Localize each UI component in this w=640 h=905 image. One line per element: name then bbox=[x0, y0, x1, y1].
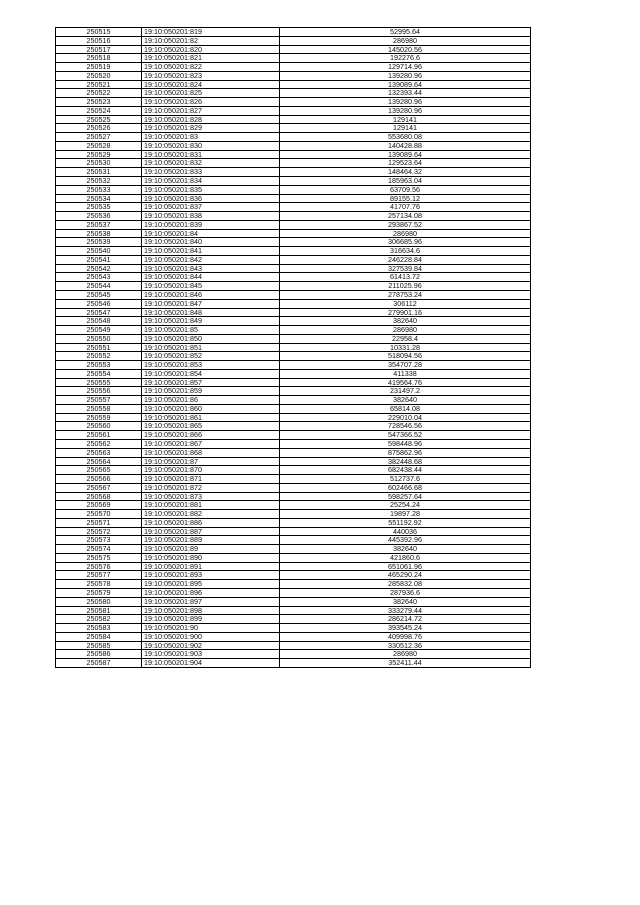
table-row bbox=[56, 422, 531, 431]
value-cell: 129141 bbox=[280, 115, 531, 124]
row-id-cell: 250572 bbox=[56, 527, 142, 536]
cadastral-number-cell: 19:10:050201:866 bbox=[142, 431, 280, 440]
row-id-cell: 250546 bbox=[56, 299, 142, 308]
row-id-cell: 250544 bbox=[56, 282, 142, 291]
cadastral-number-cell: 19:10:050201:882 bbox=[142, 510, 280, 519]
table-row bbox=[56, 545, 531, 554]
table-row bbox=[56, 457, 531, 466]
table-row bbox=[56, 413, 531, 422]
cadastral-number-cell: 19:10:050201:854 bbox=[142, 369, 280, 378]
row-id-cell: 250530 bbox=[56, 159, 142, 168]
value-cell: 382640 bbox=[280, 597, 531, 606]
cadastral-number-cell: 19:10:050201:872 bbox=[142, 483, 280, 492]
value-cell: 286980 bbox=[280, 229, 531, 238]
row-id-cell: 250571 bbox=[56, 518, 142, 527]
table-row bbox=[56, 80, 531, 89]
row-id-cell: 250564 bbox=[56, 457, 142, 466]
table-row bbox=[56, 89, 531, 98]
value-cell: 19897.28 bbox=[280, 510, 531, 519]
cadastral-number-cell: 19:10:050201:871 bbox=[142, 475, 280, 484]
table-row bbox=[56, 466, 531, 475]
value-cell: 553680.08 bbox=[280, 133, 531, 142]
table-row bbox=[56, 273, 531, 282]
row-id-cell: 250549 bbox=[56, 326, 142, 335]
row-id-cell: 250515 bbox=[56, 28, 142, 37]
cadastral-number-cell: 19:10:050201:897 bbox=[142, 597, 280, 606]
table-row bbox=[56, 203, 531, 212]
table-row bbox=[56, 615, 531, 624]
row-id-cell: 250559 bbox=[56, 413, 142, 422]
value-cell: 316634.6 bbox=[280, 247, 531, 256]
cadastral-number-cell: 19:10:050201:873 bbox=[142, 492, 280, 501]
cadastral-number-cell: 19:10:050201:84 bbox=[142, 229, 280, 238]
value-cell: 286980 bbox=[280, 650, 531, 659]
cadastral-number-cell: 19:10:050201:824 bbox=[142, 80, 280, 89]
table-row bbox=[56, 343, 531, 352]
value-cell: 306112 bbox=[280, 299, 531, 308]
row-id-cell: 250586 bbox=[56, 650, 142, 659]
cadastral-number-cell: 19:10:050201:853 bbox=[142, 361, 280, 370]
row-id-cell: 250520 bbox=[56, 71, 142, 80]
cadastral-number-cell: 19:10:050201:843 bbox=[142, 264, 280, 273]
value-cell: 327539.84 bbox=[280, 264, 531, 273]
table-row bbox=[56, 606, 531, 615]
row-id-cell: 250577 bbox=[56, 571, 142, 580]
row-id-cell: 250567 bbox=[56, 483, 142, 492]
value-cell: 393545.24 bbox=[280, 624, 531, 633]
cadastral-number-cell: 19:10:050201:830 bbox=[142, 141, 280, 150]
value-cell: 52995.64 bbox=[280, 28, 531, 37]
table-row bbox=[56, 536, 531, 545]
row-id-cell: 250568 bbox=[56, 492, 142, 501]
value-cell: 285832.08 bbox=[280, 580, 531, 589]
row-id-cell: 250551 bbox=[56, 343, 142, 352]
row-id-cell: 250541 bbox=[56, 255, 142, 264]
table-row bbox=[56, 177, 531, 186]
value-cell: 352411.44 bbox=[280, 659, 531, 668]
row-id-cell: 250523 bbox=[56, 98, 142, 107]
value-cell: 140428.88 bbox=[280, 141, 531, 150]
value-cell: 41707.76 bbox=[280, 203, 531, 212]
cadastral-number-cell: 19:10:050201:841 bbox=[142, 247, 280, 256]
cadastral-number-cell: 19:10:050201:860 bbox=[142, 404, 280, 413]
table-row bbox=[56, 255, 531, 264]
cadastral-number-cell: 19:10:050201:890 bbox=[142, 553, 280, 562]
cadastral-number-cell: 19:10:050201:825 bbox=[142, 89, 280, 98]
cadastral-number-cell: 19:10:050201:868 bbox=[142, 448, 280, 457]
row-id-cell: 250562 bbox=[56, 439, 142, 448]
cadastral-number-cell: 19:10:050201:891 bbox=[142, 562, 280, 571]
row-id-cell: 250565 bbox=[56, 466, 142, 475]
cadastral-number-cell: 19:10:050201:845 bbox=[142, 282, 280, 291]
row-id-cell: 250528 bbox=[56, 141, 142, 150]
cadastral-number-cell: 19:10:050201:848 bbox=[142, 308, 280, 317]
row-id-cell: 250574 bbox=[56, 545, 142, 554]
table-row bbox=[56, 361, 531, 370]
cadastral-number-cell: 19:10:050201:834 bbox=[142, 177, 280, 186]
row-id-cell: 250570 bbox=[56, 510, 142, 519]
value-cell: 139280.96 bbox=[280, 98, 531, 107]
cadastral-number-cell: 19:10:050201:839 bbox=[142, 220, 280, 229]
cadastral-number-cell: 19:10:050201:827 bbox=[142, 106, 280, 115]
table-row bbox=[56, 553, 531, 562]
value-cell: 231497.2 bbox=[280, 387, 531, 396]
value-cell: 382640 bbox=[280, 396, 531, 405]
cadastral-number-cell: 19:10:050201:903 bbox=[142, 650, 280, 659]
table-row bbox=[56, 396, 531, 405]
cadastral-number-cell: 19:10:050201:842 bbox=[142, 255, 280, 264]
table-row bbox=[56, 282, 531, 291]
cadastral-number-cell: 19:10:050201:89 bbox=[142, 545, 280, 554]
row-id-cell: 250550 bbox=[56, 334, 142, 343]
table-row bbox=[56, 597, 531, 606]
table-row bbox=[56, 431, 531, 440]
table-row bbox=[56, 659, 531, 668]
cadastral-number-cell: 19:10:050201:857 bbox=[142, 378, 280, 387]
table-row bbox=[56, 624, 531, 633]
table-row bbox=[56, 589, 531, 598]
row-id-cell: 250554 bbox=[56, 369, 142, 378]
value-cell: 465290.24 bbox=[280, 571, 531, 580]
value-cell: 139280.96 bbox=[280, 71, 531, 80]
row-id-cell: 250526 bbox=[56, 124, 142, 133]
table-row bbox=[56, 133, 531, 142]
row-id-cell: 250558 bbox=[56, 404, 142, 413]
row-id-cell: 250580 bbox=[56, 597, 142, 606]
cadastral-number-cell: 19:10:050201:850 bbox=[142, 334, 280, 343]
table-row bbox=[56, 264, 531, 273]
cadastral-number-cell: 19:10:050201:829 bbox=[142, 124, 280, 133]
value-cell: 382640 bbox=[280, 317, 531, 326]
row-id-cell: 250540 bbox=[56, 247, 142, 256]
cadastral-number-cell: 19:10:050201:899 bbox=[142, 615, 280, 624]
row-id-cell: 250576 bbox=[56, 562, 142, 571]
row-id-cell: 250535 bbox=[56, 203, 142, 212]
value-cell: 139089.64 bbox=[280, 150, 531, 159]
cadastral-number-cell: 19:10:050201:852 bbox=[142, 352, 280, 361]
value-cell: 22958.4 bbox=[280, 334, 531, 343]
table-row bbox=[56, 317, 531, 326]
table-row bbox=[56, 492, 531, 501]
value-cell: 875862.96 bbox=[280, 448, 531, 457]
cadastral-number-cell: 19:10:050201:821 bbox=[142, 54, 280, 63]
row-id-cell: 250537 bbox=[56, 220, 142, 229]
row-id-cell: 250516 bbox=[56, 36, 142, 45]
value-cell: 518094.56 bbox=[280, 352, 531, 361]
value-cell: 651061.96 bbox=[280, 562, 531, 571]
value-cell: 445392.96 bbox=[280, 536, 531, 545]
cadastral-number-cell: 19:10:050201:865 bbox=[142, 422, 280, 431]
table-row bbox=[56, 168, 531, 177]
table-row bbox=[56, 387, 531, 396]
value-cell: 25254.24 bbox=[280, 501, 531, 510]
value-cell: 419564.76 bbox=[280, 378, 531, 387]
row-id-cell: 250579 bbox=[56, 589, 142, 598]
table-row bbox=[56, 299, 531, 308]
table-row bbox=[56, 159, 531, 168]
cadastral-number-cell: 19:10:050201:90 bbox=[142, 624, 280, 633]
table-row bbox=[56, 326, 531, 335]
value-cell: 211025.96 bbox=[280, 282, 531, 291]
value-cell: 286980 bbox=[280, 326, 531, 335]
cadastral-number-cell: 19:10:050201:828 bbox=[142, 115, 280, 124]
value-cell: 286980 bbox=[280, 36, 531, 45]
table-row bbox=[56, 378, 531, 387]
row-id-cell: 250548 bbox=[56, 317, 142, 326]
cadastral-number-cell: 19:10:050201:844 bbox=[142, 273, 280, 282]
table-row bbox=[56, 36, 531, 45]
value-cell: 129714.96 bbox=[280, 63, 531, 72]
table-row bbox=[56, 518, 531, 527]
cadastral-number-cell: 19:10:050201:887 bbox=[142, 527, 280, 536]
cadastral-number-cell: 19:10:050201:837 bbox=[142, 203, 280, 212]
table-row bbox=[56, 475, 531, 484]
value-cell: 129141 bbox=[280, 124, 531, 133]
cadastral-number-cell: 19:10:050201:867 bbox=[142, 439, 280, 448]
value-cell: 354707.28 bbox=[280, 361, 531, 370]
value-cell: 306685.96 bbox=[280, 238, 531, 247]
value-cell: 139089.64 bbox=[280, 80, 531, 89]
table-row bbox=[56, 448, 531, 457]
table-row bbox=[56, 352, 531, 361]
row-id-cell: 250552 bbox=[56, 352, 142, 361]
row-id-cell: 250532 bbox=[56, 177, 142, 186]
row-id-cell: 250519 bbox=[56, 63, 142, 72]
row-id-cell: 250581 bbox=[56, 606, 142, 615]
table-row bbox=[56, 334, 531, 343]
value-cell: 330512.36 bbox=[280, 641, 531, 650]
cadastral-number-cell: 19:10:050201:840 bbox=[142, 238, 280, 247]
cadastral-number-cell: 19:10:050201:895 bbox=[142, 580, 280, 589]
row-id-cell: 250557 bbox=[56, 396, 142, 405]
row-id-cell: 250521 bbox=[56, 80, 142, 89]
cadastral-number-cell: 19:10:050201:832 bbox=[142, 159, 280, 168]
cadastral-number-cell: 19:10:050201:826 bbox=[142, 98, 280, 107]
value-cell: 139280.96 bbox=[280, 106, 531, 115]
table-row bbox=[56, 404, 531, 413]
cadastral-value-table bbox=[55, 27, 531, 668]
cadastral-number-cell: 19:10:050201:851 bbox=[142, 343, 280, 352]
table-row bbox=[56, 501, 531, 510]
value-cell: 279901.16 bbox=[280, 308, 531, 317]
row-id-cell: 250538 bbox=[56, 229, 142, 238]
value-cell: 602466.68 bbox=[280, 483, 531, 492]
value-cell: 192276.6 bbox=[280, 54, 531, 63]
cadastral-number-cell: 19:10:050201:831 bbox=[142, 150, 280, 159]
cadastral-number-cell: 19:10:050201:822 bbox=[142, 63, 280, 72]
cadastral-number-cell: 19:10:050201:835 bbox=[142, 185, 280, 194]
row-id-cell: 250518 bbox=[56, 54, 142, 63]
cadastral-number-cell: 19:10:050201:902 bbox=[142, 641, 280, 650]
table-row bbox=[56, 150, 531, 159]
cadastral-number-cell: 19:10:050201:820 bbox=[142, 45, 280, 54]
cadastral-number-cell: 19:10:050201:889 bbox=[142, 536, 280, 545]
value-cell: 257134.08 bbox=[280, 212, 531, 221]
value-cell: 551192.92 bbox=[280, 518, 531, 527]
table-row bbox=[56, 632, 531, 641]
row-id-cell: 250517 bbox=[56, 45, 142, 54]
cadastral-number-cell: 19:10:050201:859 bbox=[142, 387, 280, 396]
cadastral-number-cell: 19:10:050201:87 bbox=[142, 457, 280, 466]
value-cell: 421860.6 bbox=[280, 553, 531, 562]
row-id-cell: 250529 bbox=[56, 150, 142, 159]
value-cell: 145020.56 bbox=[280, 45, 531, 54]
table-row bbox=[56, 124, 531, 133]
table-row bbox=[56, 571, 531, 580]
row-id-cell: 250569 bbox=[56, 501, 142, 510]
value-cell: 409998.76 bbox=[280, 632, 531, 641]
value-cell: 333279.44 bbox=[280, 606, 531, 615]
row-id-cell: 250545 bbox=[56, 290, 142, 299]
row-id-cell: 250584 bbox=[56, 632, 142, 641]
table-row bbox=[56, 510, 531, 519]
cadastral-number-cell: 19:10:050201:846 bbox=[142, 290, 280, 299]
table-row bbox=[56, 212, 531, 221]
cadastral-number-cell: 19:10:050201:819 bbox=[142, 28, 280, 37]
value-cell: 547366.52 bbox=[280, 431, 531, 440]
cadastral-number-cell: 19:10:050201:861 bbox=[142, 413, 280, 422]
table-row bbox=[56, 247, 531, 256]
value-cell: 293867.52 bbox=[280, 220, 531, 229]
cadastral-number-cell: 19:10:050201:847 bbox=[142, 299, 280, 308]
row-id-cell: 250585 bbox=[56, 641, 142, 650]
value-cell: 132393.44 bbox=[280, 89, 531, 98]
table-row bbox=[56, 483, 531, 492]
row-id-cell: 250563 bbox=[56, 448, 142, 457]
cadastral-number-cell: 19:10:050201:833 bbox=[142, 168, 280, 177]
table-row bbox=[56, 45, 531, 54]
table-row bbox=[56, 194, 531, 203]
row-id-cell: 250561 bbox=[56, 431, 142, 440]
value-cell: 278753.24 bbox=[280, 290, 531, 299]
table-row bbox=[56, 54, 531, 63]
value-cell: 63709.56 bbox=[280, 185, 531, 194]
table-row bbox=[56, 141, 531, 150]
cadastral-number-cell: 19:10:050201:881 bbox=[142, 501, 280, 510]
cadastral-number-cell: 19:10:050201:904 bbox=[142, 659, 280, 668]
table-row bbox=[56, 71, 531, 80]
row-id-cell: 250555 bbox=[56, 378, 142, 387]
cadastral-number-cell: 19:10:050201:823 bbox=[142, 71, 280, 80]
row-id-cell: 250527 bbox=[56, 133, 142, 142]
row-id-cell: 250566 bbox=[56, 475, 142, 484]
row-id-cell: 250533 bbox=[56, 185, 142, 194]
value-cell: 682438.44 bbox=[280, 466, 531, 475]
table-row bbox=[56, 238, 531, 247]
table-row bbox=[56, 220, 531, 229]
cadastral-number-cell: 19:10:050201:893 bbox=[142, 571, 280, 580]
row-id-cell: 250575 bbox=[56, 553, 142, 562]
row-id-cell: 250524 bbox=[56, 106, 142, 115]
table-row bbox=[56, 106, 531, 115]
row-id-cell: 250583 bbox=[56, 624, 142, 633]
row-id-cell: 250582 bbox=[56, 615, 142, 624]
cadastral-number-cell: 19:10:050201:838 bbox=[142, 212, 280, 221]
table-row bbox=[56, 650, 531, 659]
row-id-cell: 250536 bbox=[56, 212, 142, 221]
value-cell: 229010.04 bbox=[280, 413, 531, 422]
value-cell: 61413.72 bbox=[280, 273, 531, 282]
row-id-cell: 250553 bbox=[56, 361, 142, 370]
table-row bbox=[56, 63, 531, 72]
cadastral-number-cell: 19:10:050201:85 bbox=[142, 326, 280, 335]
cadastral-number-cell: 19:10:050201:898 bbox=[142, 606, 280, 615]
value-cell: 411338 bbox=[280, 369, 531, 378]
row-id-cell: 250578 bbox=[56, 580, 142, 589]
row-id-cell: 250543 bbox=[56, 273, 142, 282]
cadastral-number-cell: 19:10:050201:86 bbox=[142, 396, 280, 405]
row-id-cell: 250525 bbox=[56, 115, 142, 124]
value-cell: 728546.56 bbox=[280, 422, 531, 431]
table-row bbox=[56, 562, 531, 571]
value-cell: 10331.28 bbox=[280, 343, 531, 352]
table-row bbox=[56, 369, 531, 378]
value-cell: 65814.08 bbox=[280, 404, 531, 413]
row-id-cell: 250547 bbox=[56, 308, 142, 317]
cadastral-number-cell: 19:10:050201:896 bbox=[142, 589, 280, 598]
table-row bbox=[56, 185, 531, 194]
row-id-cell: 250534 bbox=[56, 194, 142, 203]
table-body bbox=[56, 28, 531, 668]
table-row bbox=[56, 641, 531, 650]
value-cell: 246228.84 bbox=[280, 255, 531, 264]
table-row bbox=[56, 229, 531, 238]
table-row bbox=[56, 28, 531, 37]
row-id-cell: 250587 bbox=[56, 659, 142, 668]
cadastral-number-cell: 19:10:050201:900 bbox=[142, 632, 280, 641]
table-row bbox=[56, 98, 531, 107]
cadastral-number-cell: 19:10:050201:82 bbox=[142, 36, 280, 45]
row-id-cell: 250573 bbox=[56, 536, 142, 545]
row-id-cell: 250556 bbox=[56, 387, 142, 396]
value-cell: 287936.6 bbox=[280, 589, 531, 598]
value-cell: 382448.68 bbox=[280, 457, 531, 466]
table-row bbox=[56, 308, 531, 317]
value-cell: 598448.96 bbox=[280, 439, 531, 448]
table-row bbox=[56, 527, 531, 536]
value-cell: 286214.72 bbox=[280, 615, 531, 624]
row-id-cell: 250560 bbox=[56, 422, 142, 431]
value-cell: 440036 bbox=[280, 527, 531, 536]
value-cell: 382640 bbox=[280, 545, 531, 554]
table-row bbox=[56, 115, 531, 124]
value-cell: 185963.04 bbox=[280, 177, 531, 186]
cadastral-number-cell: 19:10:050201:886 bbox=[142, 518, 280, 527]
row-id-cell: 250522 bbox=[56, 89, 142, 98]
value-cell: 512737.6 bbox=[280, 475, 531, 484]
table-row bbox=[56, 580, 531, 589]
row-id-cell: 250542 bbox=[56, 264, 142, 273]
cadastral-number-cell: 19:10:050201:836 bbox=[142, 194, 280, 203]
cadastral-number-cell: 19:10:050201:83 bbox=[142, 133, 280, 142]
row-id-cell: 250539 bbox=[56, 238, 142, 247]
value-cell: 89155.12 bbox=[280, 194, 531, 203]
table-row bbox=[56, 439, 531, 448]
value-cell: 598257.64 bbox=[280, 492, 531, 501]
cadastral-number-cell: 19:10:050201:849 bbox=[142, 317, 280, 326]
value-cell: 129523.64 bbox=[280, 159, 531, 168]
value-cell: 148464.32 bbox=[280, 168, 531, 177]
row-id-cell: 250531 bbox=[56, 168, 142, 177]
table-row bbox=[56, 290, 531, 299]
cadastral-number-cell: 19:10:050201:870 bbox=[142, 466, 280, 475]
